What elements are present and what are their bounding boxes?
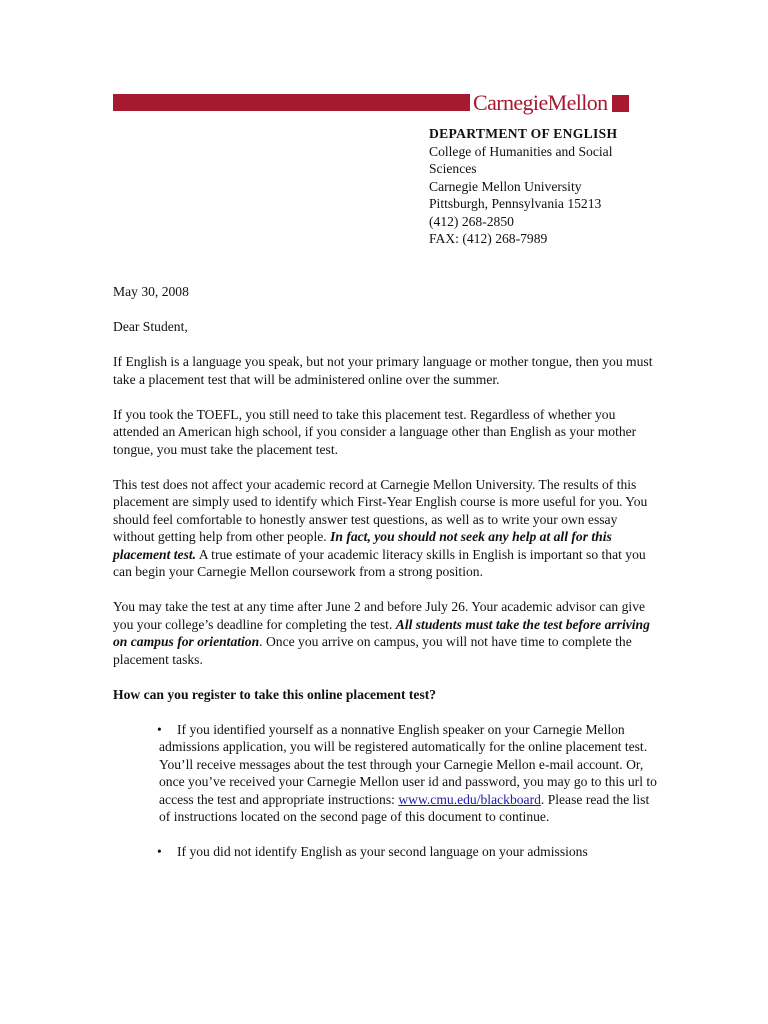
carnegie-mellon-logo [473,90,629,116]
city-line: Pittsburgh, Pennsylvania 15213 [429,196,602,211]
paragraph-2: If you took the TOEFL, you still need to take this placement test. Regardless of whether you attended an American high school, if you consider a language other than English as your mother tongue, you must take the placement test. [113,406,637,457]
bullet-item-1 [159,721,659,826]
logo-square [612,95,629,112]
paragraph-3-emphasis: In fact, you should not seek any help at all for this placement test. [113,529,612,562]
department-name: DEPARTMENT OF ENGLISH [429,126,618,141]
paragraph-1: If English is a language you speak, but not your primary language or mother tongue, then you must take a placement test that will be administered online over the summer. [113,354,653,387]
letterhead-address [429,125,659,248]
university-name: Carnegie Mellon University [429,178,582,194]
paragraph-3-text-b: A true estimate of your academic literacy skills in English is important so that you can begin your Carnegie Mellon coursework from a strong position. [113,546,646,579]
paragraph-4 [113,598,658,668]
salutation: Dear Student, [113,319,188,334]
bullet-2-text: If you did not identify English as your second language on your admissions [177,844,588,859]
header-bar [113,94,470,111]
paragraph-4-text-a: You may take the test at any time after June 2 and before July 26. Your academic advisor can give you your college’s deadline for completing the test. [113,599,646,632]
bullet-1-text-b: . Please read the list of instructions located on the second page of this document to continue. [159,791,650,824]
letter-body [113,283,658,878]
bullet-2-marker: • [157,844,162,859]
college-name: College of Humanities and Social Sciences [429,143,613,176]
phone-number: (412) 268-2850 [429,213,514,229]
bullet-1-text-a: If you identified yourself as a nonnative English speaker on your Carnegie Mellon admissions application, you will be registered automatically for the online placement test. You’ll receive messages about the test through your Carnegie Mellon e-mail account. Or, once you’ve received your Carnegie Mellon user id and password, you may go to this url to access the test and appropriate instructions: [159,721,657,807]
letter-date: May 30, 2008 [113,284,189,299]
paragraph-4-text-b: . Once you arrive on campus, you will not have time to complete the placement tasks. [113,634,632,667]
bullet-1-marker: • [157,721,162,737]
paragraph-4-emphasis: All students must take the test before arriving on campus for orientation [113,616,650,649]
paragraph-3 [113,476,658,581]
logo-text: CarnegieMellon [473,90,608,115]
registration-question: How can you register to take this online placement test? [113,686,437,702]
paragraph-3-text-a: This test does not affect your academic record at Carnegie Mellon University. The results of this placement are simply used to identify which First-Year English course is more useful for you. You should feel comfortable to honestly answer test questions, as well as to write your own essay without getting help from other people. [113,476,648,544]
blackboard-link[interactable]: www.cmu.edu/blackboard [398,791,541,807]
fax-number: FAX: (412) 268-7989 [429,231,548,246]
bullet-item-2 [159,843,659,861]
